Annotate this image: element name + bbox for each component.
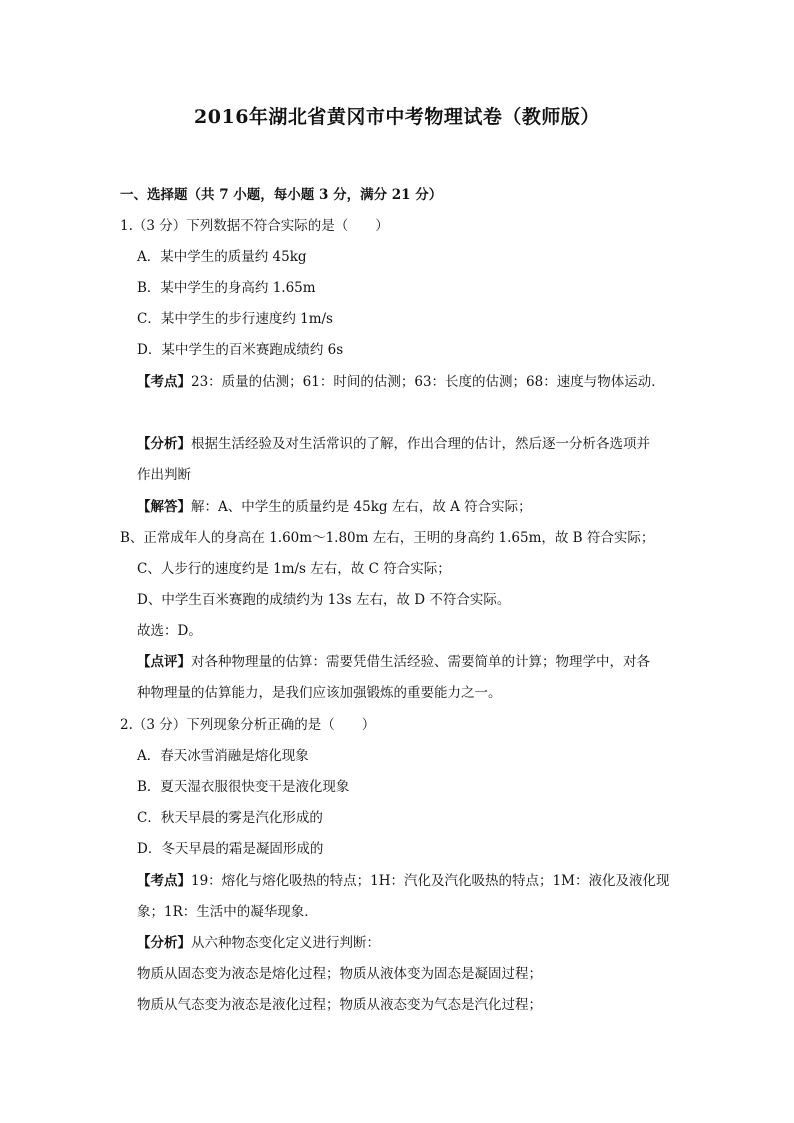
dianping-tag: 【点评】 bbox=[137, 654, 191, 670]
question-1-dianping-cont: 种物理量的估算能力，是我们应该加强锻炼的重要能力之一。 bbox=[137, 685, 502, 701]
section-heading: 一、选择题（共 7 小题，每小题 3 分，满分 21 分） bbox=[120, 187, 443, 203]
question-1-answer: 故选：D。 bbox=[137, 623, 202, 639]
question-2-option-a: A．春天冰雪消融是熔化现象 bbox=[137, 748, 309, 764]
question-1-fenxi-cont: 作出判断 bbox=[137, 467, 191, 483]
question-2-option-b: B．夏天湿衣服很快变干是液化现象 bbox=[137, 779, 350, 795]
question-2-stem: 2.（3 分）下列现象分析正确的是（ ） bbox=[120, 717, 376, 733]
question-1-jieda-b: B、正常成年人的身高在 1.60m～1.80m 左右，王明的身高约 1.65m，故 B 符合实际； bbox=[120, 530, 655, 546]
fenxi-text: 从六种物态变化定义进行判断： bbox=[191, 935, 380, 951]
question-1-stem: 1.（3 分）下列数据不符合实际的是（ ） bbox=[120, 218, 389, 234]
question-1-option-b: B．某中学生的身高约 1.65m bbox=[137, 280, 316, 296]
question-1-dianping bbox=[137, 652, 650, 672]
kaodian-tag: 【考点】 bbox=[137, 374, 191, 390]
question-2-kaodian-cont: 象；1R：生活中的凝华现象． bbox=[137, 904, 318, 920]
question-1-fenxi bbox=[137, 434, 650, 454]
question-2-fenxi-line2: 物质从固态变为液态是熔化过程；物质从液体变为固态是凝固过程； bbox=[137, 966, 542, 982]
kaodian-text: 23：质量的估测；61：时间的估测；63：长度的估测；68：速度与物体运动． bbox=[191, 374, 665, 390]
question-1-kaodian bbox=[137, 372, 665, 392]
question-2-option-c: C．秋天早晨的雾是汽化形成的 bbox=[137, 810, 323, 826]
question-2-kaodian bbox=[137, 871, 669, 891]
fenxi-tag: 【分析】 bbox=[137, 436, 191, 452]
question-1-jieda bbox=[137, 497, 532, 517]
fenxi-tag: 【分析】 bbox=[137, 935, 191, 951]
question-1-option-c: C．某中学生的步行速度约 1m/s bbox=[137, 311, 333, 327]
jieda-text: 解：A、中学生的质量约是 45kg 左右，故 A 符合实际； bbox=[191, 499, 532, 515]
fenxi-text: 根据生活经验及对生活常识的了解，作出合理的估计，然后逐一分析各选项并 bbox=[191, 436, 650, 452]
question-1-jieda-c: C、人步行的速度约是 1m/s 左右，故 C 符合实际； bbox=[137, 561, 451, 577]
question-2-fenxi-line3: 物质从气态变为液态是液化过程；物质从液态变为气态是汽化过程； bbox=[137, 997, 542, 1013]
question-1-option-a: A．某中学生的质量约 45kg bbox=[137, 249, 307, 265]
question-1-option-d: D．某中学生的百米赛跑成绩约 6s bbox=[137, 342, 344, 358]
question-2-fenxi bbox=[137, 933, 380, 953]
page-title: 2016年湖北省黄冈市中考物理试卷（教师版） bbox=[194, 106, 600, 128]
jieda-tag: 【解答】 bbox=[137, 499, 191, 515]
kaodian-tag: 【考点】 bbox=[137, 873, 191, 889]
dianping-text: 对各种物理量的估算：需要凭借生活经验、需要简单的计算；物理学中，对各 bbox=[191, 654, 650, 670]
kaodian-text: 19：熔化与熔化吸热的特点；1H：汽化及汽化吸热的特点；1M：液化及液化现 bbox=[191, 873, 670, 889]
question-2-option-d: D．冬天早晨的霜是凝固形成的 bbox=[137, 841, 324, 857]
question-1-jieda-d: D、中学生百米赛跑的成绩约为 13s 左右，故 D 不符合实际。 bbox=[137, 592, 511, 608]
